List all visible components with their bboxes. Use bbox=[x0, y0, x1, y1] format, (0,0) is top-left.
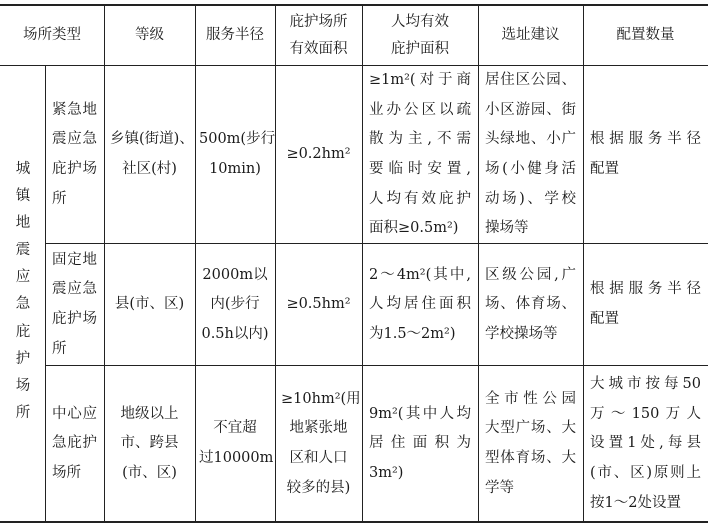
per-capita-line: 为1.5～2m²) bbox=[369, 325, 456, 342]
area-line: 区和人口 bbox=[289, 450, 348, 467]
site-line: 学校操场等 bbox=[485, 325, 558, 342]
header-level bbox=[104, 28, 195, 43]
row-2-site-cell bbox=[485, 268, 576, 342]
category-char: 镇 bbox=[15, 188, 31, 205]
category-char: 震 bbox=[15, 242, 31, 259]
row-2-name-cell bbox=[52, 253, 97, 357]
header-level-text: 等级 bbox=[135, 27, 164, 43]
name-line: 震应急 bbox=[52, 131, 97, 148]
category-char: 庇 bbox=[15, 323, 31, 340]
level-line: 社区(村) bbox=[122, 161, 177, 178]
category-char: 城 bbox=[15, 161, 31, 177]
header-type bbox=[0, 28, 104, 43]
quantity-line: 根据服务半径 bbox=[590, 281, 701, 298]
row-3-quantity-cell bbox=[590, 377, 701, 510]
category-char: 所 bbox=[15, 404, 31, 421]
header-area-line: 有效面积 bbox=[289, 40, 348, 57]
table-bottom-rule bbox=[0, 521, 708, 523]
name-line: 场所 bbox=[52, 464, 81, 481]
site-line: 全市性公园 bbox=[485, 390, 576, 407]
column-divider bbox=[478, 5, 479, 521]
name-line: 庇护场 bbox=[52, 311, 97, 328]
row-2-radius-cell bbox=[199, 268, 271, 342]
site-line: 大型广场、大 bbox=[485, 420, 576, 437]
column-divider bbox=[275, 5, 276, 521]
category-char: 急 bbox=[15, 296, 31, 313]
level-line: 乡镇(街道)、 bbox=[110, 131, 194, 148]
header-per-capita-line: 庇护面积 bbox=[391, 40, 449, 57]
row-3-name-cell bbox=[52, 407, 97, 481]
row-1-level-cell bbox=[110, 131, 194, 178]
row-3-site-cell bbox=[485, 392, 576, 496]
per-capita-line: 人均居住面积 bbox=[369, 296, 471, 313]
row-2-quantity-cell bbox=[590, 282, 701, 326]
radius-line: 不宜超 bbox=[213, 420, 257, 437]
radius-line: 0.5h以内) bbox=[201, 325, 269, 342]
radius-line: 过10000m bbox=[199, 450, 274, 467]
name-line: 震应急 bbox=[52, 281, 97, 298]
per-capita-line: 人均有效庇护 bbox=[369, 190, 471, 207]
per-capita-line: ≥1m²(对于商 bbox=[369, 72, 471, 88]
quantity-line: 大城市按每50 bbox=[590, 375, 701, 392]
header-radius-text: 服务半径 bbox=[206, 27, 264, 43]
quantity-line: 配置 bbox=[590, 161, 619, 178]
radius-line: 2000m以 bbox=[202, 266, 268, 283]
header-area bbox=[275, 15, 362, 56]
name-line: 中心应 bbox=[52, 405, 97, 422]
name-line: 紧急地 bbox=[52, 101, 97, 118]
name-line: 所 bbox=[52, 340, 67, 357]
site-line: 型体育场、大 bbox=[485, 450, 576, 467]
site-line: 操场等 bbox=[485, 220, 529, 237]
row-3-level-cell bbox=[110, 407, 189, 481]
header-area-line: 庇护场所 bbox=[289, 14, 348, 30]
category-char: 地 bbox=[15, 215, 31, 232]
quantity-line: 设置1处,每县 bbox=[590, 435, 701, 452]
per-capita-line: 面积≥0.5m²) bbox=[369, 220, 459, 237]
area-line: ≥0.5hm² bbox=[286, 296, 351, 313]
row-1-per-capita-cell bbox=[369, 73, 471, 236]
row-3-per-capita-cell bbox=[369, 407, 471, 481]
quantity-line: 万～150万人 bbox=[590, 405, 701, 422]
row-2-per-capita-cell bbox=[369, 268, 471, 342]
site-line: 学等 bbox=[485, 479, 514, 496]
row-1-radius-cell bbox=[199, 131, 276, 178]
header-per-capita-line: 人均有效 bbox=[391, 14, 449, 30]
column-divider bbox=[195, 5, 196, 521]
site-line: 动场)、学校 bbox=[485, 190, 576, 207]
site-line: 小区游园、街 bbox=[485, 101, 576, 118]
radius-line: 500m(步行 bbox=[199, 131, 276, 148]
area-line: ≥10hm²(用 bbox=[281, 390, 361, 407]
name-line: 所 bbox=[52, 190, 67, 207]
column-divider bbox=[45, 65, 46, 521]
name-line: 庇护场 bbox=[52, 161, 97, 178]
quantity-line: (市、区)原则上 bbox=[590, 464, 701, 481]
header-site-text: 选址建议 bbox=[501, 27, 560, 43]
header-site bbox=[478, 28, 583, 43]
name-line: 固定地 bbox=[52, 251, 97, 268]
row-1-site-cell bbox=[485, 73, 576, 236]
header-quantity bbox=[583, 28, 708, 43]
row-1-name-cell bbox=[52, 103, 97, 207]
site-line: 区级公园,广 bbox=[485, 266, 576, 283]
header-radius bbox=[195, 28, 275, 43]
row-divider-1 bbox=[45, 243, 708, 244]
table-top-rule bbox=[0, 4, 708, 6]
quantity-line: 根据服务半径 bbox=[590, 131, 701, 148]
area-line: ≥0.2hm² bbox=[286, 146, 351, 163]
level-line: 地级以上 bbox=[120, 405, 179, 422]
header-per-capita bbox=[362, 15, 478, 56]
row-3-radius-cell bbox=[199, 420, 274, 467]
row-3-area-cell bbox=[281, 390, 361, 496]
row-divider-2 bbox=[45, 365, 708, 366]
row-2-area-cell bbox=[281, 297, 356, 312]
category-label bbox=[14, 162, 32, 433]
column-divider bbox=[362, 5, 363, 521]
column-divider bbox=[104, 5, 105, 521]
per-capita-line: 2～4m²(其中, bbox=[369, 266, 471, 283]
category-char: 场 bbox=[15, 377, 31, 394]
radius-line: 10min) bbox=[209, 161, 261, 178]
level-line: (市、区) bbox=[122, 464, 177, 481]
per-capita-line: 业办公区以疏 bbox=[369, 101, 471, 118]
quantity-line: 配置 bbox=[590, 311, 619, 328]
column-divider bbox=[583, 5, 584, 521]
header-type-text: 场所类型 bbox=[23, 27, 81, 43]
quantity-line: 按1～2处设置 bbox=[590, 494, 681, 511]
per-capita-line: 3m²) bbox=[369, 464, 404, 481]
site-line: 场(小健身活 bbox=[485, 161, 576, 178]
row-1-quantity-cell bbox=[590, 132, 701, 176]
area-line: 较多的县) bbox=[286, 479, 351, 496]
name-line: 急庇护 bbox=[52, 435, 97, 452]
radius-line: 内(步行 bbox=[210, 296, 260, 313]
area-line: 地紧张地 bbox=[289, 420, 348, 437]
per-capita-line: 散为主,不需 bbox=[369, 131, 471, 148]
level-line: 市、跨县 bbox=[120, 435, 179, 452]
site-line: 头绿地、小广 bbox=[485, 131, 576, 148]
header-bottom-rule bbox=[0, 65, 708, 66]
site-line: 场、体育场、 bbox=[485, 296, 576, 313]
category-char: 护 bbox=[15, 350, 31, 367]
row-2-level-cell bbox=[110, 297, 189, 312]
level-line: 县(市、区) bbox=[114, 296, 185, 313]
category-char: 应 bbox=[15, 269, 31, 286]
row-1-area-cell bbox=[281, 147, 356, 162]
per-capita-line: 居住面积为 bbox=[369, 435, 471, 452]
header-quantity-text: 配置数量 bbox=[616, 27, 675, 43]
per-capita-line: 要临时安置, bbox=[369, 161, 471, 178]
per-capita-line: 9m²(其中人均 bbox=[369, 405, 471, 422]
site-line: 居住区公园、 bbox=[485, 72, 576, 88]
